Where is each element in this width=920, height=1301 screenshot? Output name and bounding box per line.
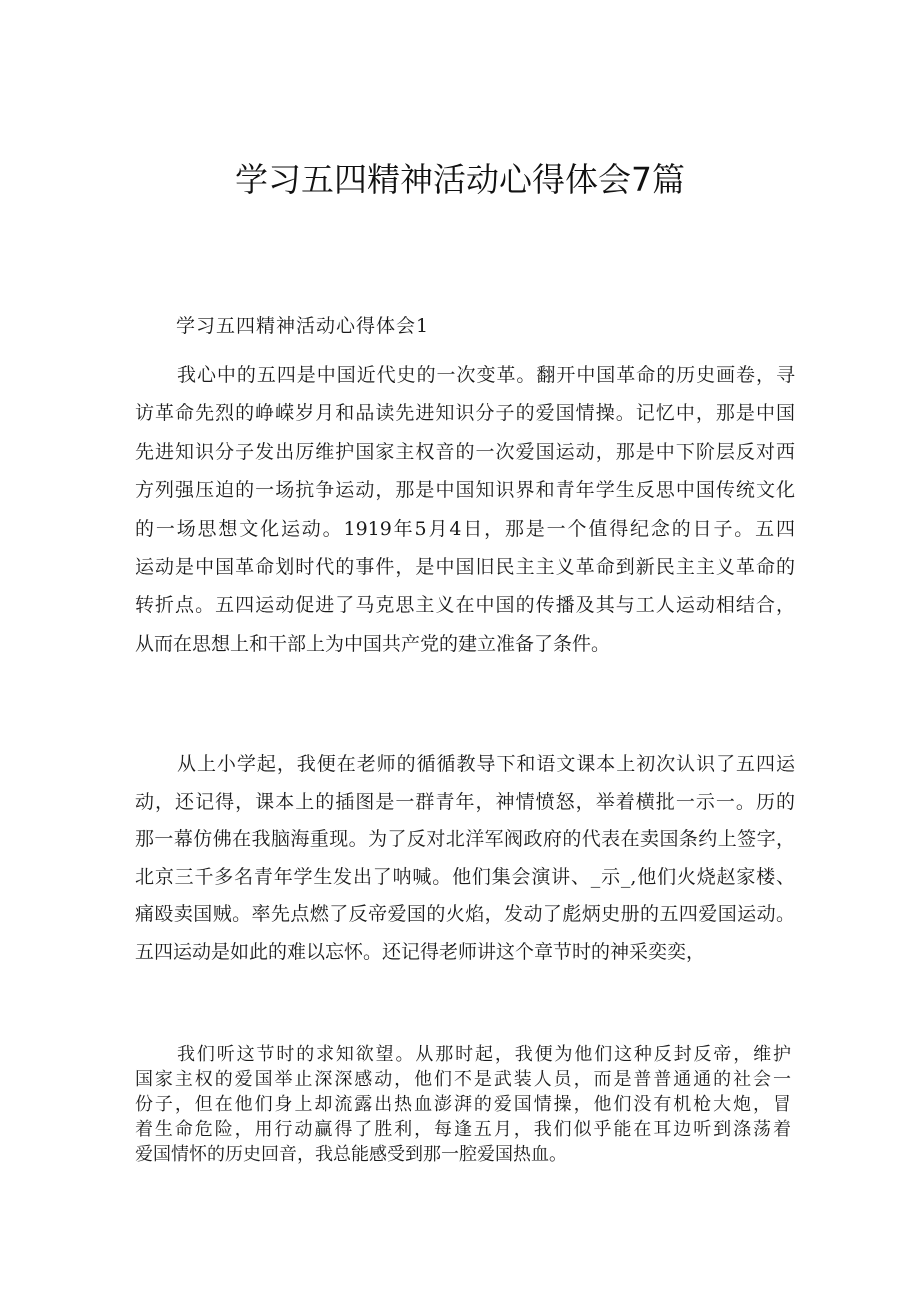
paragraph-line: 爱国情怀的历史回音，我总能感受到那一腔爱国热血。	[135, 1144, 567, 1165]
paragraph-line: 着生命危险，用行动赢得了胜利，每逢五月，我们似乎能在耳边听到涤荡着	[135, 1119, 791, 1140]
paragraph-line: 我们听这节时的求知欲望。从那时起，我便为他们这种反封反帝，维护	[177, 1044, 791, 1065]
paragraph-line: 转折点。五四运动促进了马克思主义在中国的传播及其与工人运动相结合，	[135, 594, 795, 617]
paragraph-line: 我心中的五四是中国近代史的一次变革。翻开中国革命的历史画卷，寻	[177, 364, 795, 386]
paragraph-line: 痛殴卖国贼。率先点燃了反帝爱国的火焰，发动了彪炳史册的五四爱国运动。	[135, 903, 795, 926]
paragraph-line: 访革命先烈的峥嵘岁月和品读先进知识分子的爱国情操。记忆中，那是中国	[135, 402, 795, 425]
paragraph-line: 从而在思想上和干部上为中国共产党的建立准备了条件。	[135, 632, 611, 655]
paragraph-line: 方列强压迫的一场抗争运动，那是中国知识界和青年学生反思中国传统文化	[135, 479, 795, 502]
paragraph-line: 份子，但在他们身上却流露出热血澎湃的爱国情操，他们没有机枪大炮，冒	[135, 1094, 791, 1115]
paragraph-line: 那一幕仿佛在我脑海重现。为了反对北洋军阀政府的代表在卖国条约上签字，	[135, 828, 795, 851]
paragraph-line: 的一场思想文化运动。1919年5月4日，那是一个值得纪念的日子。五四	[135, 517, 795, 540]
paragraph-line: 先进知识分子发出厉维护国家主权音的一次爱国运动，那是中下阶层反对西	[135, 440, 795, 463]
paragraph-line: 动，还记得，课本上的插图是一群青年，神情愤怒，举着横批一示一。历的	[135, 790, 795, 813]
paragraph-3	[135, 1042, 791, 1167]
paragraph-line: 北京三千多名青年学生发出了呐喊。他们集会演讲、_示_,他们火烧赵家楼、	[135, 865, 795, 888]
document-title: 学习五四精神活动心得体会7篇	[235, 160, 685, 199]
paragraph-2	[135, 746, 795, 972]
paragraph-line: 从上小学起，我便在老师的循循教导下和语文课本上初次认识了五四运	[177, 753, 795, 775]
paragraph-line: 国家主权的爱国举止深深感动，他们不是武装人员，而是普普通通的社会一	[135, 1069, 791, 1090]
paragraph-1	[135, 356, 795, 663]
paragraph-line: 运动是中国革命划时代的事件，是中国旧民主主义革命到新民主主义革命的	[135, 556, 795, 579]
section-heading: 学习五四精神活动心得体会1	[176, 315, 430, 337]
paragraph-line: 五四运动是如此的难以忘怀。还记得老师讲这个章节时的神采奕奕，	[135, 940, 706, 963]
